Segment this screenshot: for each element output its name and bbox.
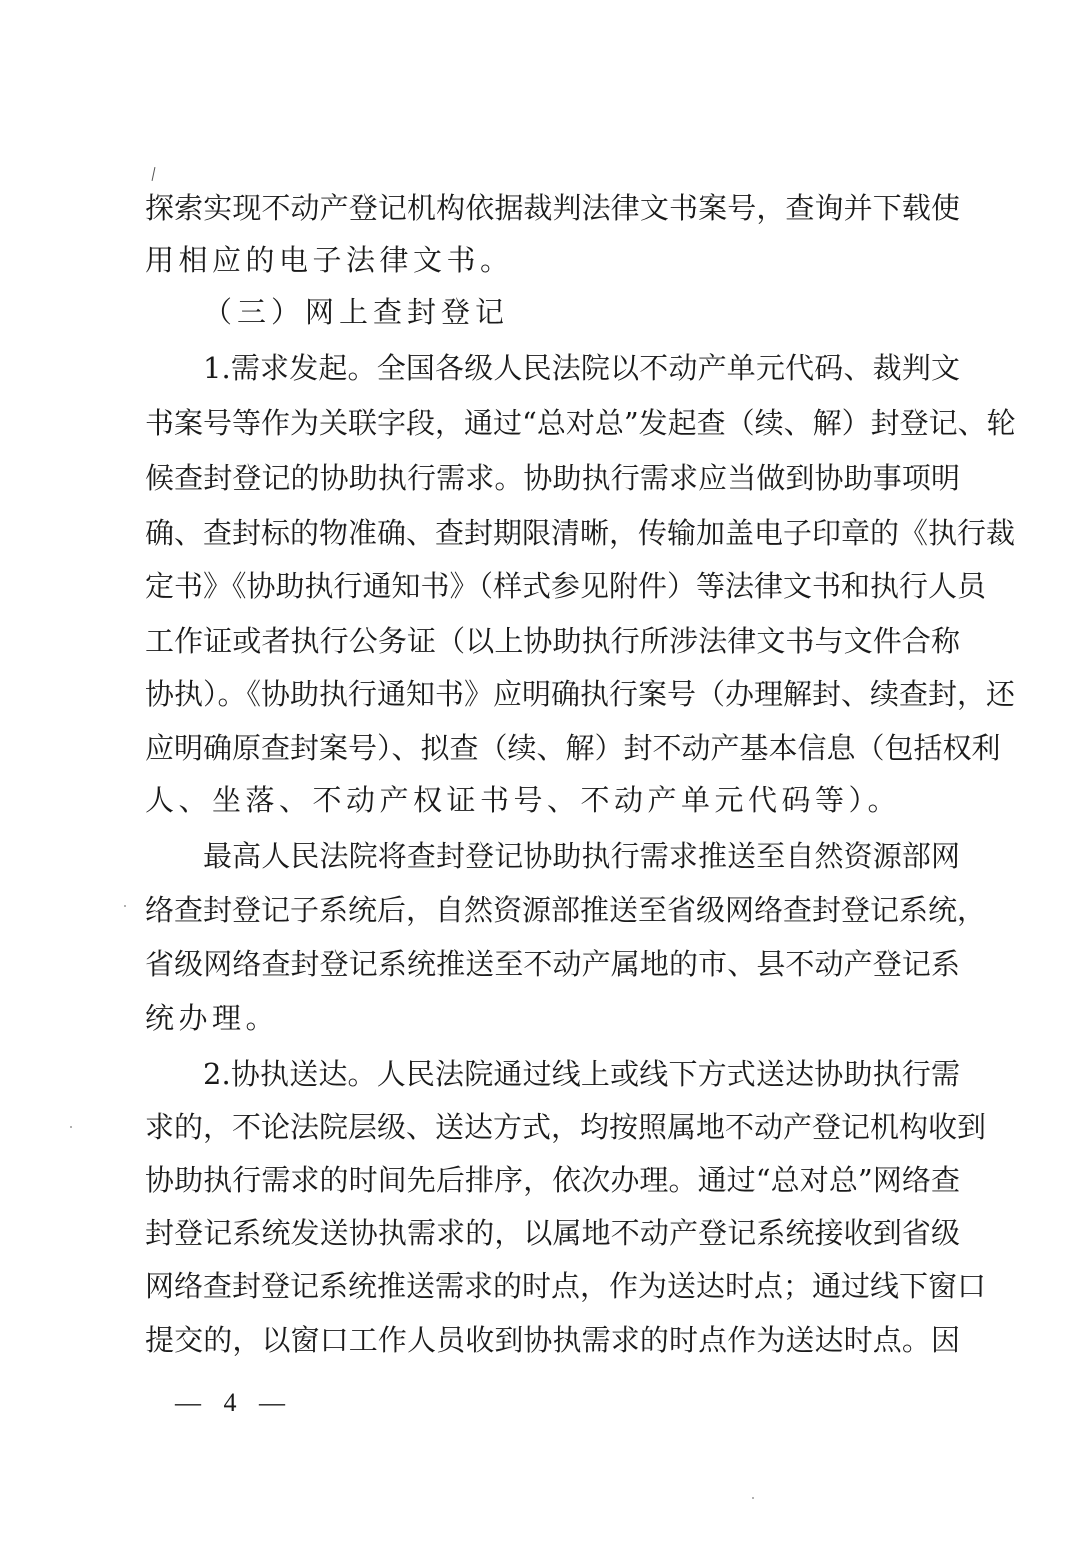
body-line: 1.需求发起。全国各级人民法院以不动产单元代码、裁判文 — [203, 351, 960, 385]
body-line: 协执）。《协助执行通知书》应明确执行案号（办理解封、续查封，还 — [145, 677, 1016, 711]
body-line: 应明确原查封案号）、拟查（续、解）封不动产基本信息（包括权利 — [145, 731, 1001, 765]
body-line: 人、坐落、不动产权证书号、不动产单元代码等）。 — [145, 783, 902, 817]
section-heading: （三）网上查封登记 — [203, 295, 510, 329]
margin-mark — [152, 167, 156, 181]
body-line: 书案号等作为关联字段，通过“总对总”发起查（续、解）封登记、轮 — [145, 406, 1016, 440]
body-line: 络查封登记子系统后，自然资源部推送至省级网络查封登记系统， — [145, 893, 987, 927]
body-line: 求的，不论法院层级、送达方式，均按照属地不动产登记机构收到 — [145, 1110, 987, 1144]
scan-speck — [752, 1497, 754, 1499]
page-number: — 4 — — [175, 1388, 293, 1417]
body-line: 定书》《协助执行通知书》（样式参见附件）等法律文书和执行人员 — [145, 569, 987, 603]
body-line: 工作证或者执行公务证（以上协助执行所涉法律文书与文件合称 — [145, 624, 960, 658]
scan-speck — [70, 1126, 72, 1128]
body-line: 提交的，以窗口工作人员收到协执需求的时点作为送达时点。因 — [145, 1323, 960, 1357]
body-line: 统办理。 — [145, 1001, 280, 1035]
body-line: 确、查封标的物准确、查封期限清晰，传输加盖电子印章的《执行裁 — [145, 516, 1016, 550]
body-line: 2.协执送达。人民法院通过线上或线下方式送达协助执行需 — [203, 1057, 960, 1091]
scan-speck — [124, 905, 126, 907]
body-line: 封登记系统发送协执需求的，以属地不动产登记系统接收到省级 — [145, 1216, 960, 1250]
body-line: 用相应的电子法律文书。 — [145, 243, 514, 277]
body-line: 探索实现不动产登记机构依据裁判法律文书案号，查询并下载使 — [145, 191, 960, 225]
body-line: 网络查封登记系统推送需求的时点，作为送达时点；通过线下窗口 — [145, 1269, 987, 1303]
body-line: 协助执行需求的时间先后排序，依次办理。通过“总对总”网络查 — [145, 1163, 960, 1197]
body-line: 省级网络查封登记系统推送至不动产属地的市、县不动产登记系 — [145, 947, 960, 981]
body-line: 候查封登记的协助执行需求。协助执行需求应当做到协助事项明 — [145, 461, 960, 495]
body-line: 最高人民法院将查封登记协助执行需求推送至自然资源部网 — [203, 839, 960, 873]
